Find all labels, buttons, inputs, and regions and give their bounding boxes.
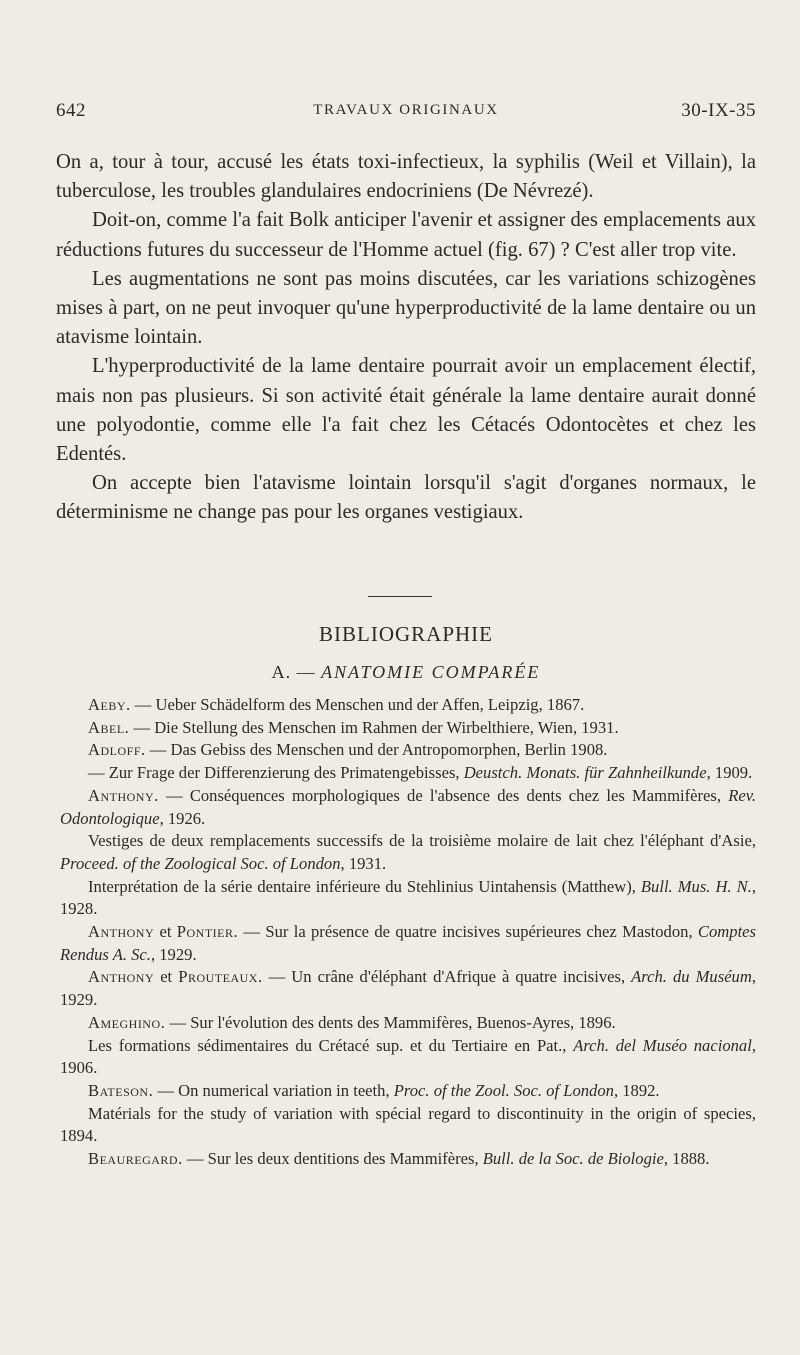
reference-entry xyxy=(60,1148,756,1171)
ref-text: Les formations sédimentaires du Crétacé sup. et du Tertiaire en Pat., xyxy=(88,1035,574,1055)
ref-author: Bateson. xyxy=(88,1080,154,1100)
ref-author: Adloff. xyxy=(88,740,146,760)
ref-year: , 1929. xyxy=(150,944,197,964)
ref-journal: Rev. Odontologique xyxy=(60,785,756,828)
ref-text: — Sur la présence de quatre incisives supérieures chez Mastodon, xyxy=(238,922,698,942)
reference-entry xyxy=(60,1080,756,1103)
ref-conjunction: et xyxy=(154,922,177,942)
ref-author: Anthony xyxy=(88,967,155,987)
ref-author: Ameghino. xyxy=(88,1012,166,1032)
main-text xyxy=(56,148,756,528)
running-header xyxy=(56,100,756,130)
paragraph: On accepte bien l'atavisme lointain lorsqu'il s'agit d'organes normaux, le déterminisme ne change pas pour les organes vestigiaux. xyxy=(56,472,756,524)
reference-entry xyxy=(60,830,756,875)
reference-entry xyxy=(60,785,756,830)
ref-journal: Arch. del Muséo nacional xyxy=(573,1035,752,1055)
ref-year: , 1929. xyxy=(60,967,756,1010)
reference-entry xyxy=(60,921,756,966)
section-title: ANATOMIE COMPARÉE xyxy=(321,662,541,682)
page-number: 642 xyxy=(56,100,86,121)
ref-journal: Arch. du Muséum xyxy=(631,967,752,987)
section-prefix: A. — xyxy=(271,662,316,682)
ref-text: — Sur l'évolution des dents des Mammifères, Buenos-Ayres, 1896. xyxy=(165,1012,616,1032)
ref-author: Prouteaux. xyxy=(178,967,263,987)
ref-journal: Proceed. of the Zoological Soc. of London xyxy=(60,853,341,873)
reference-entry xyxy=(60,717,756,740)
reference-entry xyxy=(60,762,756,785)
ref-conjunction: et xyxy=(154,967,179,987)
ref-text: — Zur Frage der Differenzierung des Primatengebisses, xyxy=(88,763,464,783)
ref-year: , 1931. xyxy=(340,853,387,873)
ref-journal: Bull. Mus. H. N. xyxy=(640,876,752,896)
ref-text: Interprétation de la série dentaire inférieure du Stehlinius Uintahensis (Matthew), xyxy=(88,876,641,896)
reference-list xyxy=(60,694,756,1171)
bibliography-section-heading xyxy=(0,662,800,683)
ref-year: , 1909. xyxy=(706,763,753,783)
ref-text: — On numerical variation in teeth, xyxy=(153,1080,394,1100)
running-title: TRAVAUX ORIGINAUX xyxy=(313,102,499,118)
ref-journal: Deustch. Monats. für Zahnheilkunde xyxy=(463,763,707,783)
ref-journal: Bull. de la Soc. de Biologie xyxy=(482,1149,664,1169)
ref-author: Aeby. xyxy=(88,695,131,714)
ref-year: , 1928. xyxy=(60,876,756,919)
section-divider xyxy=(368,596,432,597)
ref-text: — Ueber Schädelform des Menschen und der Affen, Leipzig, 1867. xyxy=(130,695,585,714)
ref-year: , 1892. xyxy=(613,1080,660,1100)
ref-author: Pontier. xyxy=(176,922,239,942)
paragraph: L'hyperproductivité de la lame dentaire pourrait avoir un emplacement électif, mais non pas plusieurs. Si son activité était générale la lame dentaire aurait donné une polyodontie, comme elle l'a fait chez les Cétacés Odontocètes et chez les Edentés. xyxy=(56,355,756,466)
reference-entry xyxy=(60,1035,756,1080)
reference-entry xyxy=(60,1012,756,1035)
ref-text: Matérials for the study of variation with spécial regard to discontinuity in the origin of species, 1894. xyxy=(60,1103,756,1146)
paragraph: Les augmentations ne sont pas moins discutées, car les variations schizogènes mises à part, on ne peut invoquer qu'une hyperproductivité de la lame dentaire ou un atavisme lointain. xyxy=(56,267,756,349)
reference-entry xyxy=(60,694,756,717)
ref-author: Anthony xyxy=(88,922,155,942)
bibliography-title: BIBLIOGRAPHIE xyxy=(319,622,493,646)
ref-text: — Die Stellung des Menschen im Rahmen der Wirbelthiere, Wien, 1931. xyxy=(129,717,619,737)
issue-date: 30-IX-35 xyxy=(681,100,756,121)
ref-author: Beauregard. xyxy=(88,1149,183,1169)
reference-entry xyxy=(60,966,756,1011)
ref-author: Anthony. xyxy=(88,785,159,805)
ref-year: , 1926. xyxy=(159,808,206,828)
ref-year: , 1906. xyxy=(60,1035,756,1078)
reference-entry xyxy=(60,876,756,921)
ref-journal: Comptes Rendus A. Sc. xyxy=(60,922,756,964)
ref-journal: Proc. of the Zool. Soc. of London xyxy=(393,1080,614,1100)
ref-text: — Un crâne d'éléphant d'Afrique à quatre incisives, xyxy=(262,967,632,987)
paragraph: On a, tour à tour, accusé les états toxi-infectieux, la syphilis (Weil et Villain), la tuberculose, les troubles glandulaires endocriniens (De Névrezé). xyxy=(56,151,756,203)
ref-text: — Sur les deux dentitions des Mammifères, xyxy=(182,1149,483,1169)
ref-text: Vestiges de deux remplacements successifs de la troisième molaire de lait chez l'éléphant d'Asie, xyxy=(88,831,756,851)
reference-entry xyxy=(60,1103,756,1148)
ref-year: , 1888. xyxy=(663,1149,710,1169)
ref-text: — Conséquences morphologiques de l'absence des dents chez les Mammifères, xyxy=(158,785,729,805)
paragraph: Doit-on, comme l'a fait Bolk anticiper l'avenir et assigner des emplacements aux réductions futures du successeur de l'Homme actuel (fig. 67) ? C'est aller trop vite. xyxy=(56,209,756,261)
ref-text: — Das Gebiss des Menschen und der Antropomorphen, Berlin 1908. xyxy=(145,740,608,760)
reference-entry xyxy=(60,739,756,762)
ref-author: Abel. xyxy=(88,717,130,737)
